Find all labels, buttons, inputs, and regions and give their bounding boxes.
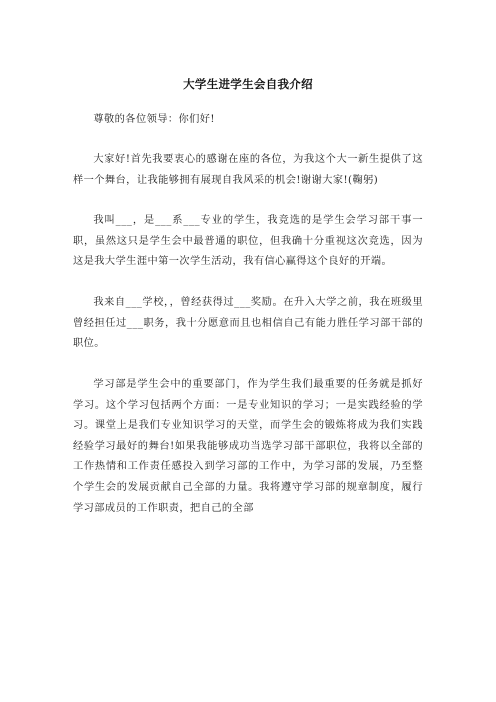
paragraph-salutation: 尊敬的各位领导：你们好! — [93, 114, 215, 125]
paragraph-introduction: 我叫___，是___系___专业的学生，我竞选的是学生会学习部干事一职，虽然这只是学生会中最普通的职位，但我确十分重视这次竞选，因为这是我大学生涯中第一次学生活动，我有信心赢得这个良好的开端。 — [73, 215, 423, 268]
paragraph-greeting: 大家好!首先我要衷心的感谢在座的各位，为我这个大一新生提供了这样一个舞台，让我能够拥有展现自我风采的机会!谢谢大家!(鞠躬) — [73, 154, 423, 186]
paragraph-background: 我来自___学校，，曾经获得过___奖励。在升入大学之前，我在班级里曾经担任过___职务，我十分愿意而且也相信自己有能力胜任学习部干部的职位。 — [73, 297, 423, 350]
document-title: 大学生进学生会自我介绍 — [183, 77, 313, 91]
paragraph-study-department: 学习部是学生会中的重要部门，作为学生我们最重要的任务就是抓好学习。这个学习包括两个方面：一是专业知识的学习；一是实践经验的学习。课堂上是我们专业知识学习的天堂，而学生会的锻炼将成为我们实践经验学习最好的舞台!如果我能够成功当选学习部干部职位，我将以全部的工作热情和工作责任感投入到学习部的工作中，为学习部的发展，乃至整个学生会的发展贡献自己全部的力量。我将遵守学习部的规章制度，履行学习部成员的工作职责，把自己的全部 — [73, 379, 423, 514]
